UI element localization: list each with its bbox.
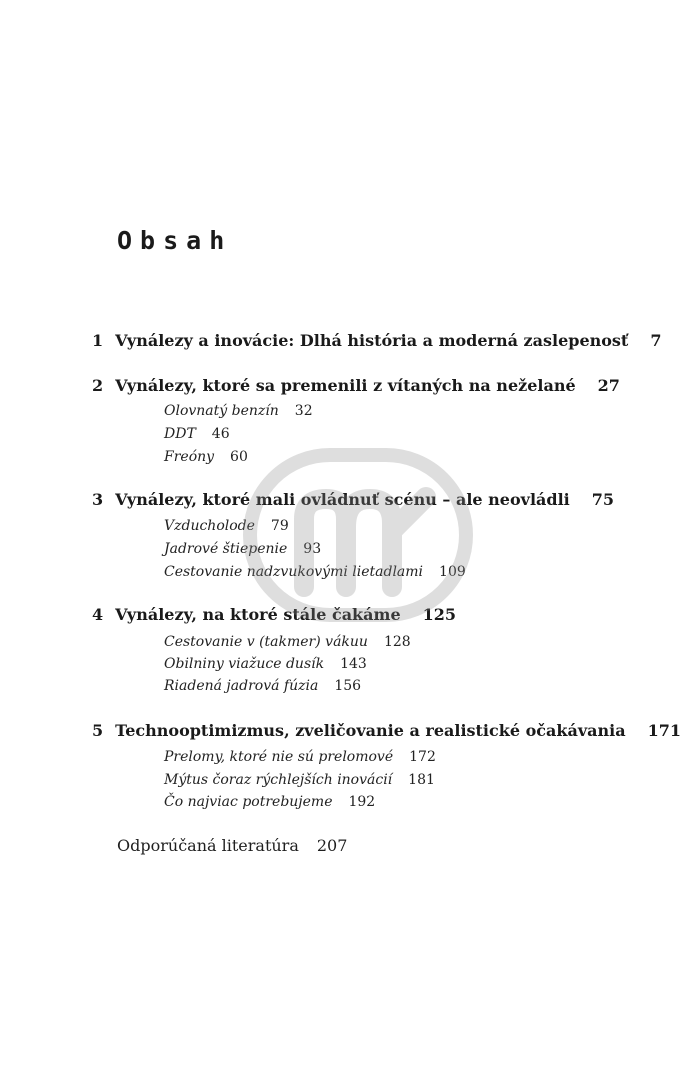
- toc-section: [164, 772, 435, 788]
- toc-chapter-2: [92, 376, 620, 395]
- chapter-number: 1: [92, 331, 104, 350]
- section-page: 60: [230, 449, 248, 465]
- section-page: 109: [439, 564, 466, 580]
- section-title: Obilniny viažuce dusík: [164, 656, 325, 672]
- toc-section: [164, 449, 248, 465]
- chapter-title: Vynálezy, ktoré mali ovládnuť scénu – ale neovládli: [115, 490, 570, 509]
- section-page: 32: [294, 403, 313, 419]
- chapter-number: 4: [92, 605, 104, 624]
- toc-section: [164, 426, 230, 442]
- chapter-title: Vynálezy, na ktoré stále čakáme: [115, 605, 401, 624]
- section-title: DDT: [164, 426, 196, 442]
- chapter-page: 171: [647, 721, 681, 740]
- chapter-page: 125: [422, 605, 457, 624]
- section-title: Riadená jadrová fúzia: [164, 678, 319, 694]
- toc-section: [164, 656, 367, 672]
- chapter-page: 27: [597, 376, 620, 395]
- chapter-title: Vynálezy a inovácie: Dlhá história a moderná zaslepenosť: [115, 331, 629, 350]
- toc-chapter-5: [92, 721, 681, 740]
- section-title: Olovnatý benzín: [164, 403, 279, 419]
- toc-section: [164, 794, 375, 810]
- section-title: Mýtus čoraz rýchlejších inovácií: [164, 772, 393, 788]
- toc-section: [164, 518, 289, 534]
- toc-section: [164, 678, 361, 694]
- toc-chapter-3: [92, 490, 614, 509]
- chapter-number: 5: [92, 721, 104, 740]
- toc-heading: Obsah: [117, 226, 233, 255]
- m-logo-watermark-icon: [242, 447, 474, 623]
- chapter-number: 3: [92, 490, 104, 509]
- toc-section: [164, 634, 411, 650]
- section-title: Vzducholode: [164, 518, 255, 534]
- toc-further-reading: [117, 836, 347, 855]
- section-title: Čo najviac potrebujeme: [164, 794, 333, 810]
- toc-chapter-4: [92, 605, 456, 624]
- chapter-title: Vynálezy, ktoré sa premenili z vítaných na neželané: [115, 376, 576, 395]
- section-page: 93: [303, 541, 322, 557]
- section-title: Jadrové štiepenie: [164, 541, 288, 557]
- chapter-page: 7: [650, 331, 662, 350]
- section-title: Freóny: [164, 449, 215, 465]
- section-page: 156: [334, 678, 362, 694]
- chapter-title: Technooptimizmus, zveličovanie a realistické očakávania: [115, 721, 626, 740]
- watermark-frame: [250, 455, 466, 615]
- section-page: 143: [340, 656, 367, 672]
- chapter-page: 75: [591, 490, 614, 509]
- section-page: 172: [409, 749, 436, 765]
- section-title: Prelomy, ktoré nie sú prelomové: [164, 749, 394, 765]
- toc-chapter-1: [92, 331, 661, 350]
- chapter-number: 2: [92, 376, 104, 395]
- section-title: Cestovanie v (takmer) vákuu: [164, 634, 368, 650]
- section-title: Cestovanie nadzvukovými lietadlami: [164, 564, 424, 580]
- section-page: 79: [270, 518, 289, 534]
- further-reading-title: Odporúčaná literatúra: [117, 836, 299, 855]
- toc-section: [164, 541, 321, 557]
- further-reading-page: 207: [316, 836, 348, 855]
- section-page: 46: [211, 426, 230, 442]
- section-page: 128: [383, 634, 411, 650]
- toc-section: [164, 403, 313, 419]
- section-page: 181: [408, 772, 435, 788]
- section-page: 192: [348, 794, 376, 810]
- toc-section: [164, 749, 436, 765]
- toc-section: [164, 564, 466, 580]
